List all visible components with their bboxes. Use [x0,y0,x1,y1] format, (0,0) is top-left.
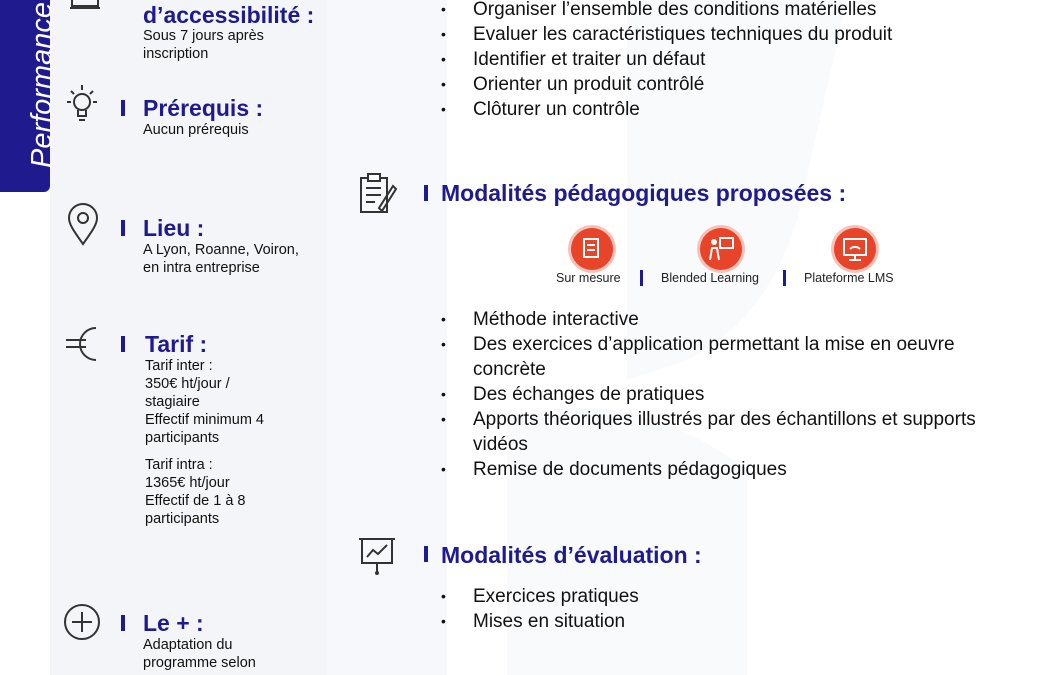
list-item: • Méthode interactive [441,307,1031,332]
tarif-title: Tarif : [145,331,208,357]
list-item: • Apports théoriques illustrés par des échantillons et supports vidéos [441,407,1031,457]
prerequis-title: Prérequis : [143,95,264,121]
lms-platform-icon [834,228,876,270]
list-item: • Des exercices d’application permettant la mise en oeuvre concrète [441,332,1031,382]
performance-tab-label: Performance [26,1,58,168]
mode-separator [783,270,786,286]
prerequis-bar [121,100,125,116]
lightbulb-icon [62,82,102,126]
list-item: • Clôturer un contrôle [441,97,892,122]
lieu-title: Lieu : [143,215,205,241]
custom-training-icon [571,228,613,270]
tarif-inter-text: Tarif inter : 350€ ht/jour / stagiaire Effectif minimum 4 participants [145,358,264,446]
lieu-bar [121,220,125,236]
pedagogie-list [441,307,1031,482]
blended-learning-icon [700,228,742,270]
list-item: • Orienter un produit contrôlé [441,72,892,97]
le-plus-title: Le + : [143,610,204,636]
prerequis-text: Aucun prérequis [143,122,249,138]
list-item: • Evaluer les caractéristiques techniques du produit [441,22,892,47]
list-item: • Des échanges de pratiques [441,382,1031,407]
clipboard-icon [357,172,397,216]
le-plus-text: Adaptation du programme selon [143,637,256,671]
mode-label-lms: Plateforme LMS [804,271,894,285]
le-plus-bar [121,615,125,631]
mode-separator [640,270,643,286]
objectives-list [441,0,892,122]
plus-circle-icon [62,602,102,646]
pedagogie-title: Modalités pédagogiques proposées : [441,180,847,206]
mode-label-sur-mesure: Sur mesure [556,271,621,285]
tarif-bar [121,336,125,352]
pedagogie-bar [424,185,428,201]
list-item: • Remise de documents pédagogiques [441,457,1031,482]
list-item: • Organiser l’ensemble des conditions matérielles [441,0,892,22]
evaluation-list [441,584,639,634]
calendar-icon [66,0,106,24]
location-pin-icon [63,204,103,248]
evaluation-bar [424,546,428,562]
mode-label-blended: Blended Learning [661,271,759,285]
accessibility-title: d’accessibilité : [143,2,315,28]
euro-icon [64,322,104,366]
list-item: • Exercices pratiques [441,584,639,609]
performance-tab [0,0,58,192]
accessibility-text: Sous 7 jours après inscription [143,28,264,62]
presentation-chart-icon [357,534,397,578]
lieu-text: A Lyon, Roanne, Voiron, en intra entreprise [143,242,299,276]
list-item: • Identifier et traiter un défaut [441,47,892,72]
list-item: • Mises en situation [441,609,639,634]
tarif-intra-text: Tarif intra : 1365€ ht/jour Effectif de 1 à 8 participants [145,457,246,527]
evaluation-title: Modalités d’évaluation : [441,542,702,568]
